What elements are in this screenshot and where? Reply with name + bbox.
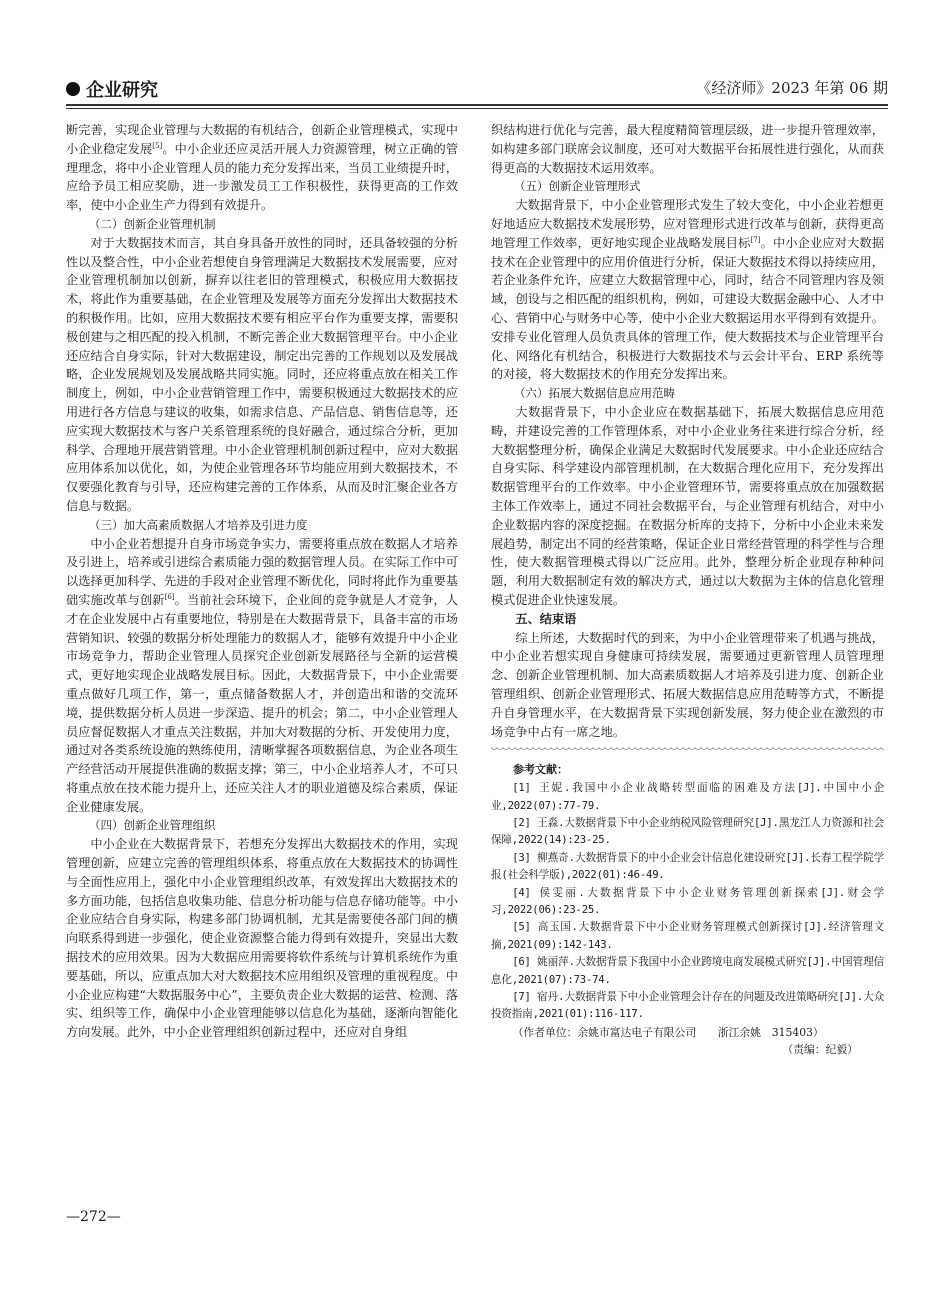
reference-item: [1] 王妮.我国中小企业战略转型面临的困难及方法[J].中国中小企业,2022(07):77-79. [491, 782, 884, 812]
right-column [491, 121, 884, 1060]
subheading: （五）创新企业管理形式 [514, 179, 641, 194]
references-title: 参考文献： [513, 763, 568, 777]
reference-item: [2] 王淼.大数据背景下中小企业纳税风险管理研究[J].黑龙江人力资源和社会保障,2022(14):23-25. [491, 816, 884, 847]
paragraph: 大数据背景下，中小企业管理形式发生了较大变化，中小企业若想更好地适应大数据技术发展形势，应对管理形式进行改革与创新，获得更高地管理工作效率，更好地实现企业战略发展目标[7]。中小企业应对大数据技术在企业管理中的应用价值进行分析，保证大数据技术得以持续应用，若企业条件允许，应建立大数据管理中心，同时，结合不同管理内容及领域，创设与之相匹配的组织机构，例如，可建设大数据金融中心、人才中心、营销中心与财务中心等，使中小企业大数据运用水平得到有效提升。安排专业化管理人员负责具体的管理工作，使大数据技术与企业管理平台化、网络化有机结合，积极进行大数据技术与云会计平台、ERP 系统等的对接，将大数据技术的作用充分发挥出来。 [491, 198, 885, 382]
author-affiliation: （作者单位：余姚市富达电子有限公司 浙江余姚 315403） [512, 1025, 824, 1039]
paragraph: 对于大数据技术而言，其自身具备开放性的同时，还具备较强的分析性以及整合性，中小企业若想使自身管理满足大数据技术发展需要，应对企业管理机制加以创新，摒弃以往老旧的管理模式，积极应用大数据技术，将此作为重要基础，在企业管理及发展等方面充分发挥出大数据技术的积极作用。比如，应用大数据技术要有相应平台作为重要支撑，需要积极创建与之相匹配的投入机制，不断完善企业大数据管理平台。中小企业还应结合自身实际，针对大数据建设，制定出完善的工作规划以及发展战略，企业发展规划及发展战略共同实施。同时，还应将重点放在相关工作制度上，例如，中小企业营销管理工作中，需要积极通过大数据技术的应用进行各方信息与建议的收集，如需求信息、产品信息、销售信息等，还应实现大数据技术与客户关系管理系统的良好融合，通过综合分析，更加科学、合理地开展营销管理。中小企业管理机制创新过程中，应对大数据应用体系加以优化，如，为使企业管理各环节均能应用到大数据技术，不仅要强化教育与引导，还应构建完善的工作体系，从而及时汇聚企业各方信息与数据。 [66, 235, 458, 513]
subheading: （六）拓展大数据信息应用范畴 [514, 386, 675, 401]
citation-marker: [6] [164, 592, 175, 601]
header-rule-thin [66, 108, 888, 109]
section-title [66, 76, 158, 102]
bullet-icon [66, 82, 80, 96]
left-column [66, 121, 458, 1042]
conclusion-heading: 五、结束语 [515, 611, 577, 626]
citation-marker: [5] [152, 141, 163, 150]
paragraph: 织结构进行优化与完善，最大程度精简管理层级，进一步提升管理效率，如构建多部门联席会议制度，还可对大数据平台拓展性进行强化，从而获得更高的大数据技术运用效率。 [491, 123, 884, 175]
subheading: （四）创新企业管理组织 [89, 818, 216, 833]
paragraph: 大数据背景下，中小企业应在数据基础下，拓展大数据信息应用范畴，并建设完善的工作管理体系，对中小企业业务往来进行综合分析，经大数据整理分析，确保企业满足大数据时代发展要求。中小企业还应结合自身实际、科学建设内部管理机制，在大数据合理化应用下，充分发挥出数据管理平台的工作效率。中小企业管理环节，需要将重点放在加强数据主体工作效率上，通过不同社会数据平台，与企业管理有机结合，对中小企业数据内容的深度挖掘。在数据分析库的支持下，分析中小企业未来发展趋势，制定出不同的经营策略，保证企业日常经营管理的科学性与合理性，使大数据管理模式得以广泛应用。此外，整理分析企业现存种种问题，利用大数据制定有效的解决方式，通过以大数据为主体的信息化管理模式促进企业快速发展。 [491, 404, 884, 607]
citation-marker: [7] [750, 235, 761, 244]
journal-issue: 《经济师》2023 年第 06 期 [696, 79, 888, 97]
paragraph: 断完善，实现企业管理与大数据的有机结合，创新企业管理模式，实现中小企业稳定发展[5]。中小企业还应灵活开展人力资源管理，树立正确的管理理念，将中小企业管理人员的能力充分发挥出来，当员工业绩提升时，应给予员工相应奖励，进一步激发员工工作积极性，获得更高的工作效率，使中小企业生产力得到有效提升。 [66, 123, 459, 213]
paragraph: 中小企业在大数据背景下，若想充分发挥出大数据技术的作用，实现管理创新，应建立完善的管理组织体系，将重点放在大数据技术的协调性与全面性应用上，强化中小企业管理组织改革，有效发挥出大数据技术的多方面功能，包括信息收集功能、信息分析功能与信息存储功能等。中小企业应结合自身实际，构建多部门协调机制，尤其是需要使各部门间的横向联系得到进一步强化，使企业资源整合能力得到有效提升，突显出大数据技术的应用效果。因为大数据应用需要将软件系统与计算机系统作为重要基础，所以，应重点加大对大数据技术应用组织及管理的重视程度。中小企业应构建“大数据服务中心”，主要负责企业大数据的运营、检测、落实、组织等工作，确保中小企业管理能够以信息化为基础，逐渐向智能化方向发展。此外，中小企业管理组织创新过程中，还应对自身组 [66, 837, 458, 1040]
page-header [66, 74, 888, 106]
editor-note: （责编：纪毅） [782, 1043, 858, 1057]
reference-item: [6] 姚丽萍.大数据背景下我国中小企业跨境电商发展模式研究[J].中国管理信息化,2021(07):73-74. [491, 956, 884, 986]
subheading: （二）创新企业管理机制 [89, 216, 216, 231]
reference-item: [5] 高玉国.大数据背景下中小企业财务管理模式创新探讨[J].经济管理文摘,2021(09):142-143. [491, 921, 884, 951]
section-label: 企业研究 [86, 80, 158, 101]
reference-item: [7] 宿丹.大数据背景下中小企业管理会计存在的问题及改进策略研究[J].大众投资指南,2021(01):116-117. [491, 990, 884, 1021]
header-rule [66, 104, 888, 106]
subheading: （三）加大高素质数据人才培养及引进力度 [89, 517, 308, 532]
reference-item: [3] 柳燕奇.大数据背景下的中小企业会计信息化建设研究[J].长春工程学院学报(社会科学版),2022(01):46-49. [491, 851, 884, 882]
paragraph: 综上所述，大数据时代的到来，为中小企业管理带来了机遇与挑战，中小企业若想实现自身健康可持续发展，需要通过更新管理人员管理理念、创新企业管理机制、加大高素质数据人才培养及引进力度、创新企业管理组织、创新企业管理形式、拓展大数据信息应用范畴等方式，不断提升自身管理水平，在大数据背景下实现创新发展，努力使企业在激烈的市场竞争中占有一席之地。 [491, 630, 884, 739]
page-number: —272— [66, 1209, 121, 1225]
wavy-divider [491, 747, 884, 753]
reference-item: [4] 侯雯丽.大数据背景下中小企业财务管理创新探索[J].财会学习,2022(06):23-25. [491, 886, 884, 916]
paragraph: 中小企业若想提升自身市场竞争实力，需要将重点放在数据人才培养及引进上，培养或引进综合素质能力强的数据管理人员。在实际工作中可以选择更加科学、先进的手段对企业管理不断优化，同时将此作为重要基础实施改革与创新[6]。当前社会环境下，企业间的竞争就是人才竞争，人才在企业发展中占有重要地位，特别是在大数据背景下，具备丰富的市场营销知识、较强的数据分析处理能力的数据人才，能够有效提升中小企业市场竞争力，帮助企业管理人员探究企业创新发展路径与全新的运营模式，更好地实现企业战略发展目标。因此，大数据背景下，中小企业需要重点做好几项工作，第一，重点储备数据人才，并创造出和谐的交流环境，提供数据分析人员进一步深造、提升的机会；第二，中小企业管理人员应督促数据人才重点关注数据，并加大对数据的分析、开发使用力度，通过对各类系统设施的熟练使用，清晰掌握各项数据信息，为企业各项生产经营活动开展提供准确的数据支撑；第三，中小企业培养人才，不可只将重点放在技术能力提升上，还应关注人才的职业道德及综合素质，保证企业健康发展。 [66, 536, 459, 814]
